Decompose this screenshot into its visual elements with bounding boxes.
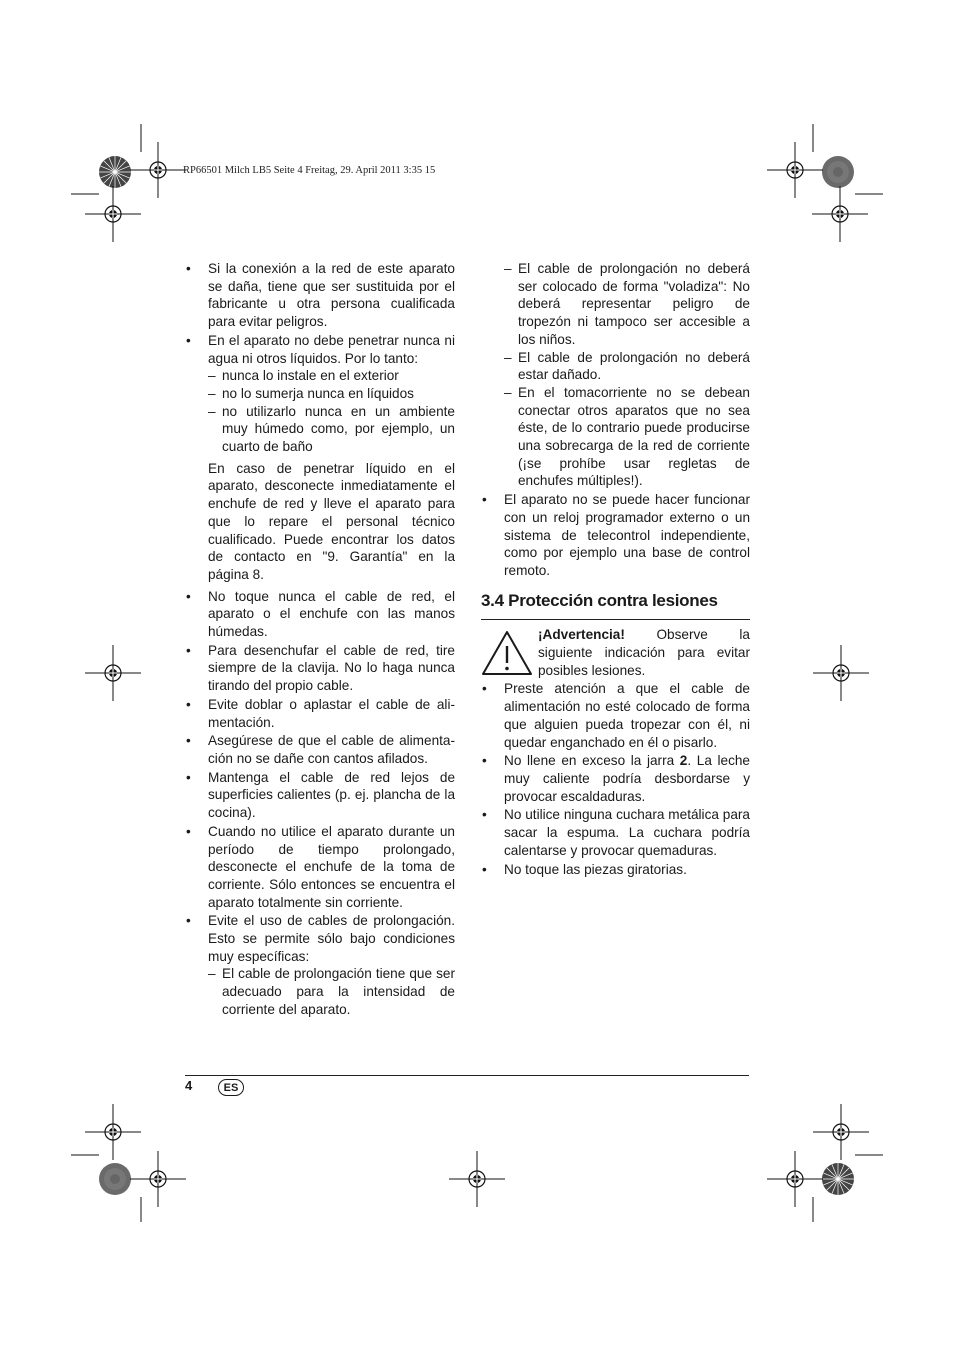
- sub-list-item: – El cable de prolongación tiene que ser adecuado para la intensidad de corriente del aparato.: [208, 965, 455, 1018]
- list-item: • Asegúrese de que el cable de alimenta-ción no se dañe con cantos afilados.: [185, 732, 455, 767]
- sub-list-item: – El cable de prolongación no deberá ser colocado de forma "voladiza": No deberá representar peligro de tropezón ni tampoco ser accesible a los niños.: [504, 260, 750, 349]
- list-item: • Mantenga el cable de red lejos de superficies calientes (p. ej. plancha de la cocina).: [185, 769, 455, 822]
- list-item: • Si la conexión a la red de este aparato se daña, tiene que ser sustituida por el fabricante u otra persona cualificada para evitar peligros.: [185, 260, 455, 331]
- list-item: • El aparato no se puede hacer funcionar con un reloj programador externo o un sistema de telecontrol independiente, como por ejemplo una base de control remoto.: [481, 491, 750, 580]
- list-item-paragraph: En caso de penetrar líquido en el aparato, desconecte inmediatamente el enchufe de red y lleve el aparato para que lo repare el personal técnico cualificado. Puede encontrar los datos de contacto en "9. Garantía" en la página 8.: [208, 460, 455, 582]
- sub-list-continued: [481, 260, 750, 490]
- list-item: • No utilice ninguna cuchara metálica para sacar la espuma. La cuchara podría calentarse y provocar quemaduras.: [481, 806, 750, 859]
- list-item: • Preste atención a que el cable de alimentación no esté colocado de forma que alguien pueda tropezar con él, ni quedar enganchado en él o pisarlo.: [481, 680, 750, 751]
- sub-list-item: – En el tomacorriente no se debean conectar otros aparatos que no sea éste, de lo contrario puede producirse una sobrecarga de la red de corriente (¡se prohíbe usar regletas de enchufes múltiples!).: [504, 384, 750, 490]
- page-number: 4: [185, 1078, 193, 1093]
- right-column: [481, 260, 750, 879]
- list-item: • Para desenchufar el cable de red, tire siempre de la clavija. No lo haga nunca tirando del propio cable.: [185, 642, 455, 695]
- safety-list-right: [481, 491, 750, 580]
- list-item: • Cuando no utilice el aparato durante un período de tiempo prolongado, desconecte el enchufe de la toma de corriente. Sólo entonces se encuentra el aparato totalmente sin corriente.: [185, 823, 455, 912]
- list-item: • No toque nunca el cable de red, el aparato o el enchufe con las manos húmedas.: [185, 588, 455, 641]
- list-item: [185, 912, 455, 1018]
- heading-divider: [481, 619, 750, 620]
- injury-list: [481, 680, 750, 878]
- left-column: [185, 260, 455, 1020]
- list-item: [185, 332, 455, 584]
- warning-text: Observe la siguiente indicación para evitar posibles lesiones.: [538, 627, 750, 678]
- list-item: [481, 752, 750, 805]
- sub-list: [208, 965, 455, 1018]
- section-heading: 3.4 Protección contra lesiones: [481, 590, 718, 610]
- list-item: • No toque las piezas giratorias.: [481, 861, 750, 879]
- list-item: • Evite doblar o aplastar el cable de ali-mentación.: [185, 696, 455, 731]
- footer-divider: [185, 1075, 749, 1076]
- warning-triangle-icon: [481, 630, 533, 676]
- list-item-text: No llene en exceso la jarra: [504, 753, 680, 769]
- sub-list-item: – nunca lo instale en el exterior: [208, 367, 455, 385]
- warning-label: ¡Advertencia!: [538, 627, 625, 643]
- sub-list-item: – no lo sumerja nunca en líquidos: [208, 385, 455, 403]
- safety-list-left: [185, 260, 455, 1019]
- list-item-text: . La leche muy caliente podría desbordarse y provocar escaldaduras.: [504, 753, 750, 804]
- language-badge: ES: [218, 1079, 244, 1096]
- print-header: RP66501 Milch LB5 Seite 4 Freitag, 29. April 2011 3:35 15: [183, 165, 436, 176]
- sub-list-item: – El cable de prolongación no deberá estar dañado.: [504, 349, 750, 384]
- sub-list-item: – no utilizarlo nunca en un ambiente muy húmedo como, por ejemplo, un cuarto de baño: [208, 403, 455, 456]
- sub-list: [208, 367, 455, 456]
- list-item-text: En el aparato no debe penetrar nunca ni agua ni otros líquidos. Por lo tanto:: [208, 332, 455, 366]
- list-item-text: Evite el uso de cables de prolongación. Esto se permite sólo bajo condiciones muy específicas:: [208, 913, 455, 964]
- part-number: 2: [679, 753, 688, 769]
- warning-box: [481, 626, 750, 679]
